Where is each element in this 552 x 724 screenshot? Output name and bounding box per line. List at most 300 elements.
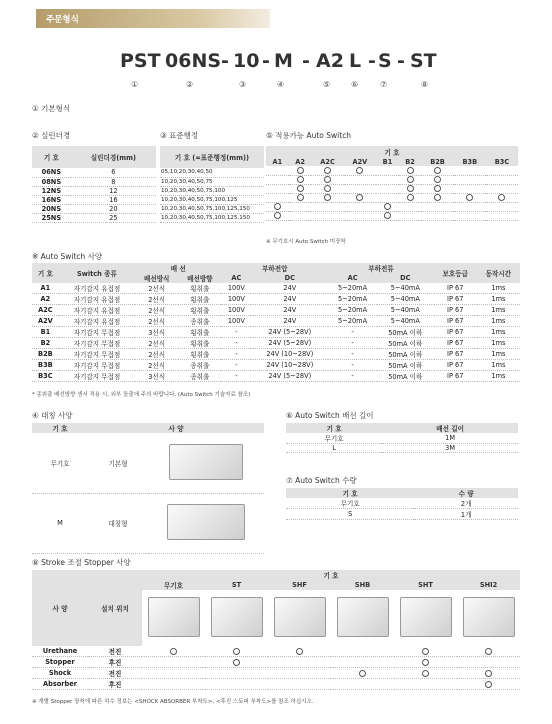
table-cell [454,175,486,184]
table-cell: Urethane [32,646,88,657]
table-cell [142,668,205,679]
table-cell: IP 67 [434,349,477,360]
table-row [266,202,518,211]
available-mark [485,670,492,677]
table-cell: 100V [221,294,251,305]
col-header: 무기호 [142,580,205,590]
table-cell: 2선식 [135,338,178,349]
available-mark [324,185,331,192]
col-header: 실린더경(mm) [71,146,156,168]
table-cell: 3선식 [135,371,178,382]
table-cell [331,646,394,657]
table-cell [454,202,486,211]
available-mark [274,203,281,210]
table-cell: M [32,493,88,553]
available-mark [485,648,492,655]
table-cell [311,166,343,175]
col-header: 기 호 [32,423,88,433]
col-header: ST [205,580,268,590]
table-row [266,175,518,184]
code-part: PST [120,50,161,72]
table-cell: 24V [251,305,328,316]
code-dash: - [397,50,405,72]
available-mark [466,194,473,201]
table-cell [311,193,343,202]
table-cell: 24V (5~28V) [251,371,328,382]
table-cell [142,646,205,657]
table-cell: 50mA 이하 [377,371,434,382]
table-cell [376,193,399,202]
section-quantity: ⑦ Auto Switch 수량 [286,476,357,485]
available-mark [498,194,505,201]
table-cell [486,166,518,175]
section-symmetric: ④ 대칭 사양 [32,411,73,420]
table-row [266,166,518,175]
table-cell: 5~20mA [328,316,377,327]
table-row [32,338,520,349]
table-cell: 3선식 [135,327,178,338]
available-mark [434,194,441,201]
table-cell: 100V [221,305,251,316]
available-mark [434,167,441,174]
code-part: A2 [316,50,344,72]
table-row [160,195,264,204]
table-cell: 자기감지 무접점 [59,371,135,382]
autoswitch-table [32,263,520,382]
code-dash: - [262,50,270,72]
table-cell [421,184,453,193]
table-cell [421,166,453,175]
section-stopper: ⑧ Stroke 조절 Stopper 사양 [32,558,131,567]
code-index: ③ [239,80,247,89]
table-cell [266,184,289,193]
col-header: 기 호 [266,146,518,157]
table-cell [399,184,422,193]
quantity-table [286,488,518,520]
table-cell: 5~20mA [328,305,377,316]
col-header: 배선방향 [178,273,221,283]
table-cell: 25NS [32,213,71,222]
table-cell [486,193,518,202]
available-mark [359,670,366,677]
table-cell [454,166,486,175]
table-cell: 16 [71,195,156,204]
table-cell: 1ms [477,305,520,316]
available-mark [297,194,304,201]
table-cell [394,657,457,668]
table-cell [331,668,394,679]
table-cell: IP 67 [434,316,477,327]
table-cell: S [286,509,414,520]
table-cell [205,657,268,668]
table-cell: 종취출 [178,371,221,382]
table-cell: 1ms [477,316,520,327]
table-cell: - [328,360,377,371]
table-cell: A2C [32,305,59,316]
table-cell: 50mA 이하 [377,338,434,349]
table-row [160,168,264,177]
table-cell: 자기감지 유접점 [59,305,135,316]
available-mark [324,194,331,201]
table-cell [376,166,399,175]
table-cell: - [328,327,377,338]
code-dash: - [221,50,229,72]
table-cell [331,657,394,668]
available-mark [297,176,304,183]
table-cell: 대칭형 [88,493,148,553]
available-mark [356,167,363,174]
table-cell: 5~40mA [377,283,434,294]
table-cell [486,211,518,220]
table-cell: 24V (10~28V) [251,360,328,371]
section-autoswitch: ※ Auto Switch 사양 [32,252,103,261]
table-cell [268,657,331,668]
col-header: 부하전류 [328,263,433,273]
table-cell [486,184,518,193]
code-part: L [349,50,362,72]
table-cell: 5~40mA [377,316,434,327]
available-mark [324,176,331,183]
table-cell: 50mA 이하 [377,327,434,338]
table-cell: IP 67 [434,327,477,338]
table-cell: 횡취출 [178,294,221,305]
table-cell: 5~40mA [377,294,434,305]
table-cell: 50mA 이하 [377,349,434,360]
table-cell: 자기감지 무접점 [59,327,135,338]
table-cell: 24V [251,294,328,305]
table-row [32,283,520,294]
table-cell [266,193,289,202]
table-cell: IP 67 [434,305,477,316]
table-cell: 20 [71,204,156,213]
table-cell [394,668,457,679]
table-cell: 24V [251,283,328,294]
available-mark [170,648,177,655]
col-header: 부하전압 [221,263,328,273]
table-cell: - [328,349,377,360]
stopper-image [457,590,520,646]
table-cell: 5~20mA [328,294,377,305]
table-cell: 2선식 [135,294,178,305]
table-cell: 20NS [32,204,71,213]
table-row [32,679,520,690]
table-cell: 2선식 [135,316,178,327]
stopper-table [32,570,520,690]
col-header: 사 양 [32,570,88,646]
available-mark [407,176,414,183]
table-cell: 2개 [414,498,518,509]
table-cell: 후진 [88,657,142,668]
table-cell [457,657,520,668]
available-mark [434,176,441,183]
code-index: ⑤ [323,80,331,89]
table-cell: IP 67 [434,360,477,371]
table-cell [376,202,399,211]
table-cell: 1개 [414,509,518,520]
table-cell [454,193,486,202]
table-cell [344,211,377,220]
table-row [32,327,520,338]
table-cell [311,184,343,193]
table-cell: 2선식 [135,349,178,360]
table-cell: 16NS [32,195,71,204]
table-cell [454,184,486,193]
col-header: B2B [421,157,453,166]
col-header: A2V [344,157,377,166]
table-row [32,204,156,213]
table-cell: 10,20,30,40,50,75,100,125,150 [160,213,264,222]
available-mark [434,185,441,192]
stopper-image [268,590,331,646]
col-header: 사 양 [88,423,264,433]
table-cell [486,175,518,184]
table-cell [266,175,289,184]
table-cell: 종취출 [178,360,221,371]
table-cell [394,679,457,690]
table-cell: 1ms [477,327,520,338]
table-cell: 횡취출 [178,349,221,360]
table-cell: - [221,327,251,338]
available-mark [422,670,429,677]
stopper-image [331,590,394,646]
table-cell [268,679,331,690]
available-mark [356,194,363,201]
table-cell: 06NS [32,168,71,177]
stopper-image [142,590,205,646]
col-header: SHI2 [457,580,520,590]
table-cell: 전진 [88,668,142,679]
table-cell: 1ms [477,283,520,294]
col-header: DC [251,273,328,283]
table-row [160,186,264,195]
footnote: ※ 개별 Stopper 장착에 따른 치수 정보는 <SHOCK ABSORBER 부착도>, <후진 스토퍼 부착도>를 참조 하십시오. [32,699,314,705]
table-cell [266,202,289,211]
col-header: AC [328,273,377,283]
section-header: 주문형식 [36,9,270,28]
table-row [266,211,518,220]
table-cell [376,175,399,184]
table-cell: 2선식 [135,283,178,294]
table-cell: 자기감지 무접점 [59,349,135,360]
table-cell: 6 [71,168,156,177]
table-cell [457,646,520,657]
table-cell: B3C [32,371,59,382]
table-row [32,213,156,222]
table-cell: B1 [32,327,59,338]
section-stroke: ③ 표준행정 [160,131,199,140]
table-row [32,168,156,177]
table-row [32,349,520,360]
table-cell: 자기감지 무접점 [59,360,135,371]
table-cell: B3B [32,360,59,371]
table-cell: 1ms [477,338,520,349]
code-index: ① [131,80,139,89]
table-cell: 5~20mA [328,283,377,294]
table-cell [289,202,312,211]
table-cell: 12 [71,186,156,195]
col-header: 배 선 [135,263,221,273]
table-row [160,213,264,222]
code-index: ⑧ [421,80,429,89]
table-cell [205,679,268,690]
col-header: B3B [454,157,486,166]
table-cell [344,193,377,202]
table-cell: 횡취출 [178,327,221,338]
switch-note: ※ 무기호시 Auto Switch 미장착 [266,239,346,245]
table-cell: A2V [32,316,59,327]
table-cell: 100V [221,283,251,294]
table-cell [205,646,268,657]
table-cell [457,668,520,679]
table-cell [344,175,377,184]
table-cell [399,193,422,202]
table-row [32,195,156,204]
code-part: 06NS [165,50,222,72]
col-header: 기 호 [142,570,520,580]
col-header: B1 [376,157,399,166]
available-mark [384,203,391,210]
table-cell: 05,10,20,30,40,50 [160,168,264,177]
code-part: 10 [233,50,260,72]
table-cell: 1ms [477,371,520,382]
table-cell: 5~40mA [377,305,434,316]
col-header: A2 [289,157,312,166]
table-cell [311,175,343,184]
table-cell [399,211,422,220]
table-cell: Absorber [32,679,88,690]
available-mark [274,212,281,219]
table-cell: 10,20,30,40,50,75,100,125 [160,195,264,204]
available-mark [324,167,331,174]
table-cell: 무기호 [286,433,382,444]
table-cell [311,202,343,211]
table-row [32,371,520,382]
code-part: ST [410,50,437,72]
table-cell: 10,20,30,40,50,75 [160,177,264,186]
section-wire-length: ⑥ Auto Switch 배선 길이 [286,411,374,420]
bore-table [32,146,156,223]
available-mark [297,185,304,192]
table-cell: 10,20,30,40,50,75,100 [160,186,264,195]
table-cell: 24V (5~28V) [251,327,328,338]
table-cell [399,175,422,184]
table-row [32,360,520,371]
table-cell: 무기호 [286,498,414,509]
table-row [32,186,156,195]
table-cell [399,202,422,211]
table-cell [421,193,453,202]
table-row [32,668,520,679]
table-cell: 08NS [32,177,71,186]
table-cell: 1ms [477,360,520,371]
col-header: 기 호 [32,263,59,283]
available-mark [297,167,304,174]
col-header: DC [377,273,434,283]
table-cell: - [328,371,377,382]
table-row [32,294,520,305]
table-cell: 10,20,30,40,50,75,100,125,150 [160,204,264,213]
col-header: 보호등급 [434,263,477,283]
col-header: A1 [266,157,289,166]
table-cell: 무기호 [32,433,88,493]
table-cell: IP 67 [434,371,477,382]
table-cell: 12NS [32,186,71,195]
available-mark [407,194,414,201]
table-row [160,177,264,186]
cylinder-image-symmetric [148,493,264,553]
section-bore: ② 실린더경 [32,131,71,140]
table-cell: 전진 [88,646,142,657]
table-cell: 8 [71,177,156,186]
table-cell: 2선식 [135,305,178,316]
table-cell [421,211,453,220]
wire-length-table [286,423,518,453]
table-cell [289,166,312,175]
table-cell [142,657,205,668]
table-cell: - [221,371,251,382]
table-cell: L [286,444,382,453]
table-cell: Shock [32,668,88,679]
table-row [266,184,518,193]
table-cell: IP 67 [434,338,477,349]
table-cell: 1M [382,433,518,444]
col-header: 설치 위치 [88,570,142,646]
col-header: 배선 길이 [382,423,518,433]
col-header: A2C [311,157,343,166]
table-cell [311,211,343,220]
available-mark [407,185,414,192]
stopper-image [394,590,457,646]
table-cell: - [328,338,377,349]
col-header: 기 호 [286,488,414,498]
table-cell: 2선식 [135,360,178,371]
table-cell: 50mA 이하 [377,360,434,371]
table-cell: 횡취출 [178,338,221,349]
table-cell [266,211,289,220]
available-mark [485,681,492,688]
table-cell: 25 [71,213,156,222]
table-cell: 기본형 [88,433,148,493]
table-cell: - [221,360,251,371]
code-index: ② [186,80,194,89]
available-mark [233,648,240,655]
code-dash: - [368,50,376,72]
col-header: 기 호 [286,423,382,433]
section-basic: ① 기본형식 [32,104,71,113]
col-header: B3C [486,157,518,166]
col-header: SHB [331,580,394,590]
code-index: ④ [277,80,285,89]
table-cell: 1ms [477,294,520,305]
col-header: 동작시간 [477,263,520,283]
stopper-image [205,590,268,646]
table-row [160,204,264,213]
table-cell: 24V (10~28V) [251,349,328,360]
table-cell [376,184,399,193]
table-cell [268,668,331,679]
table-cell: 100V [221,316,251,327]
table-cell [205,668,268,679]
col-header: Switch 종류 [59,263,135,283]
available-mark [407,167,414,174]
code-part: M [274,50,293,72]
table-cell: - [221,338,251,349]
table-cell: Stopper [32,657,88,668]
code-dash: - [302,50,310,72]
table-cell: B2B [32,349,59,360]
table-cell: 종취출 [178,316,221,327]
code-part: S [378,50,392,72]
